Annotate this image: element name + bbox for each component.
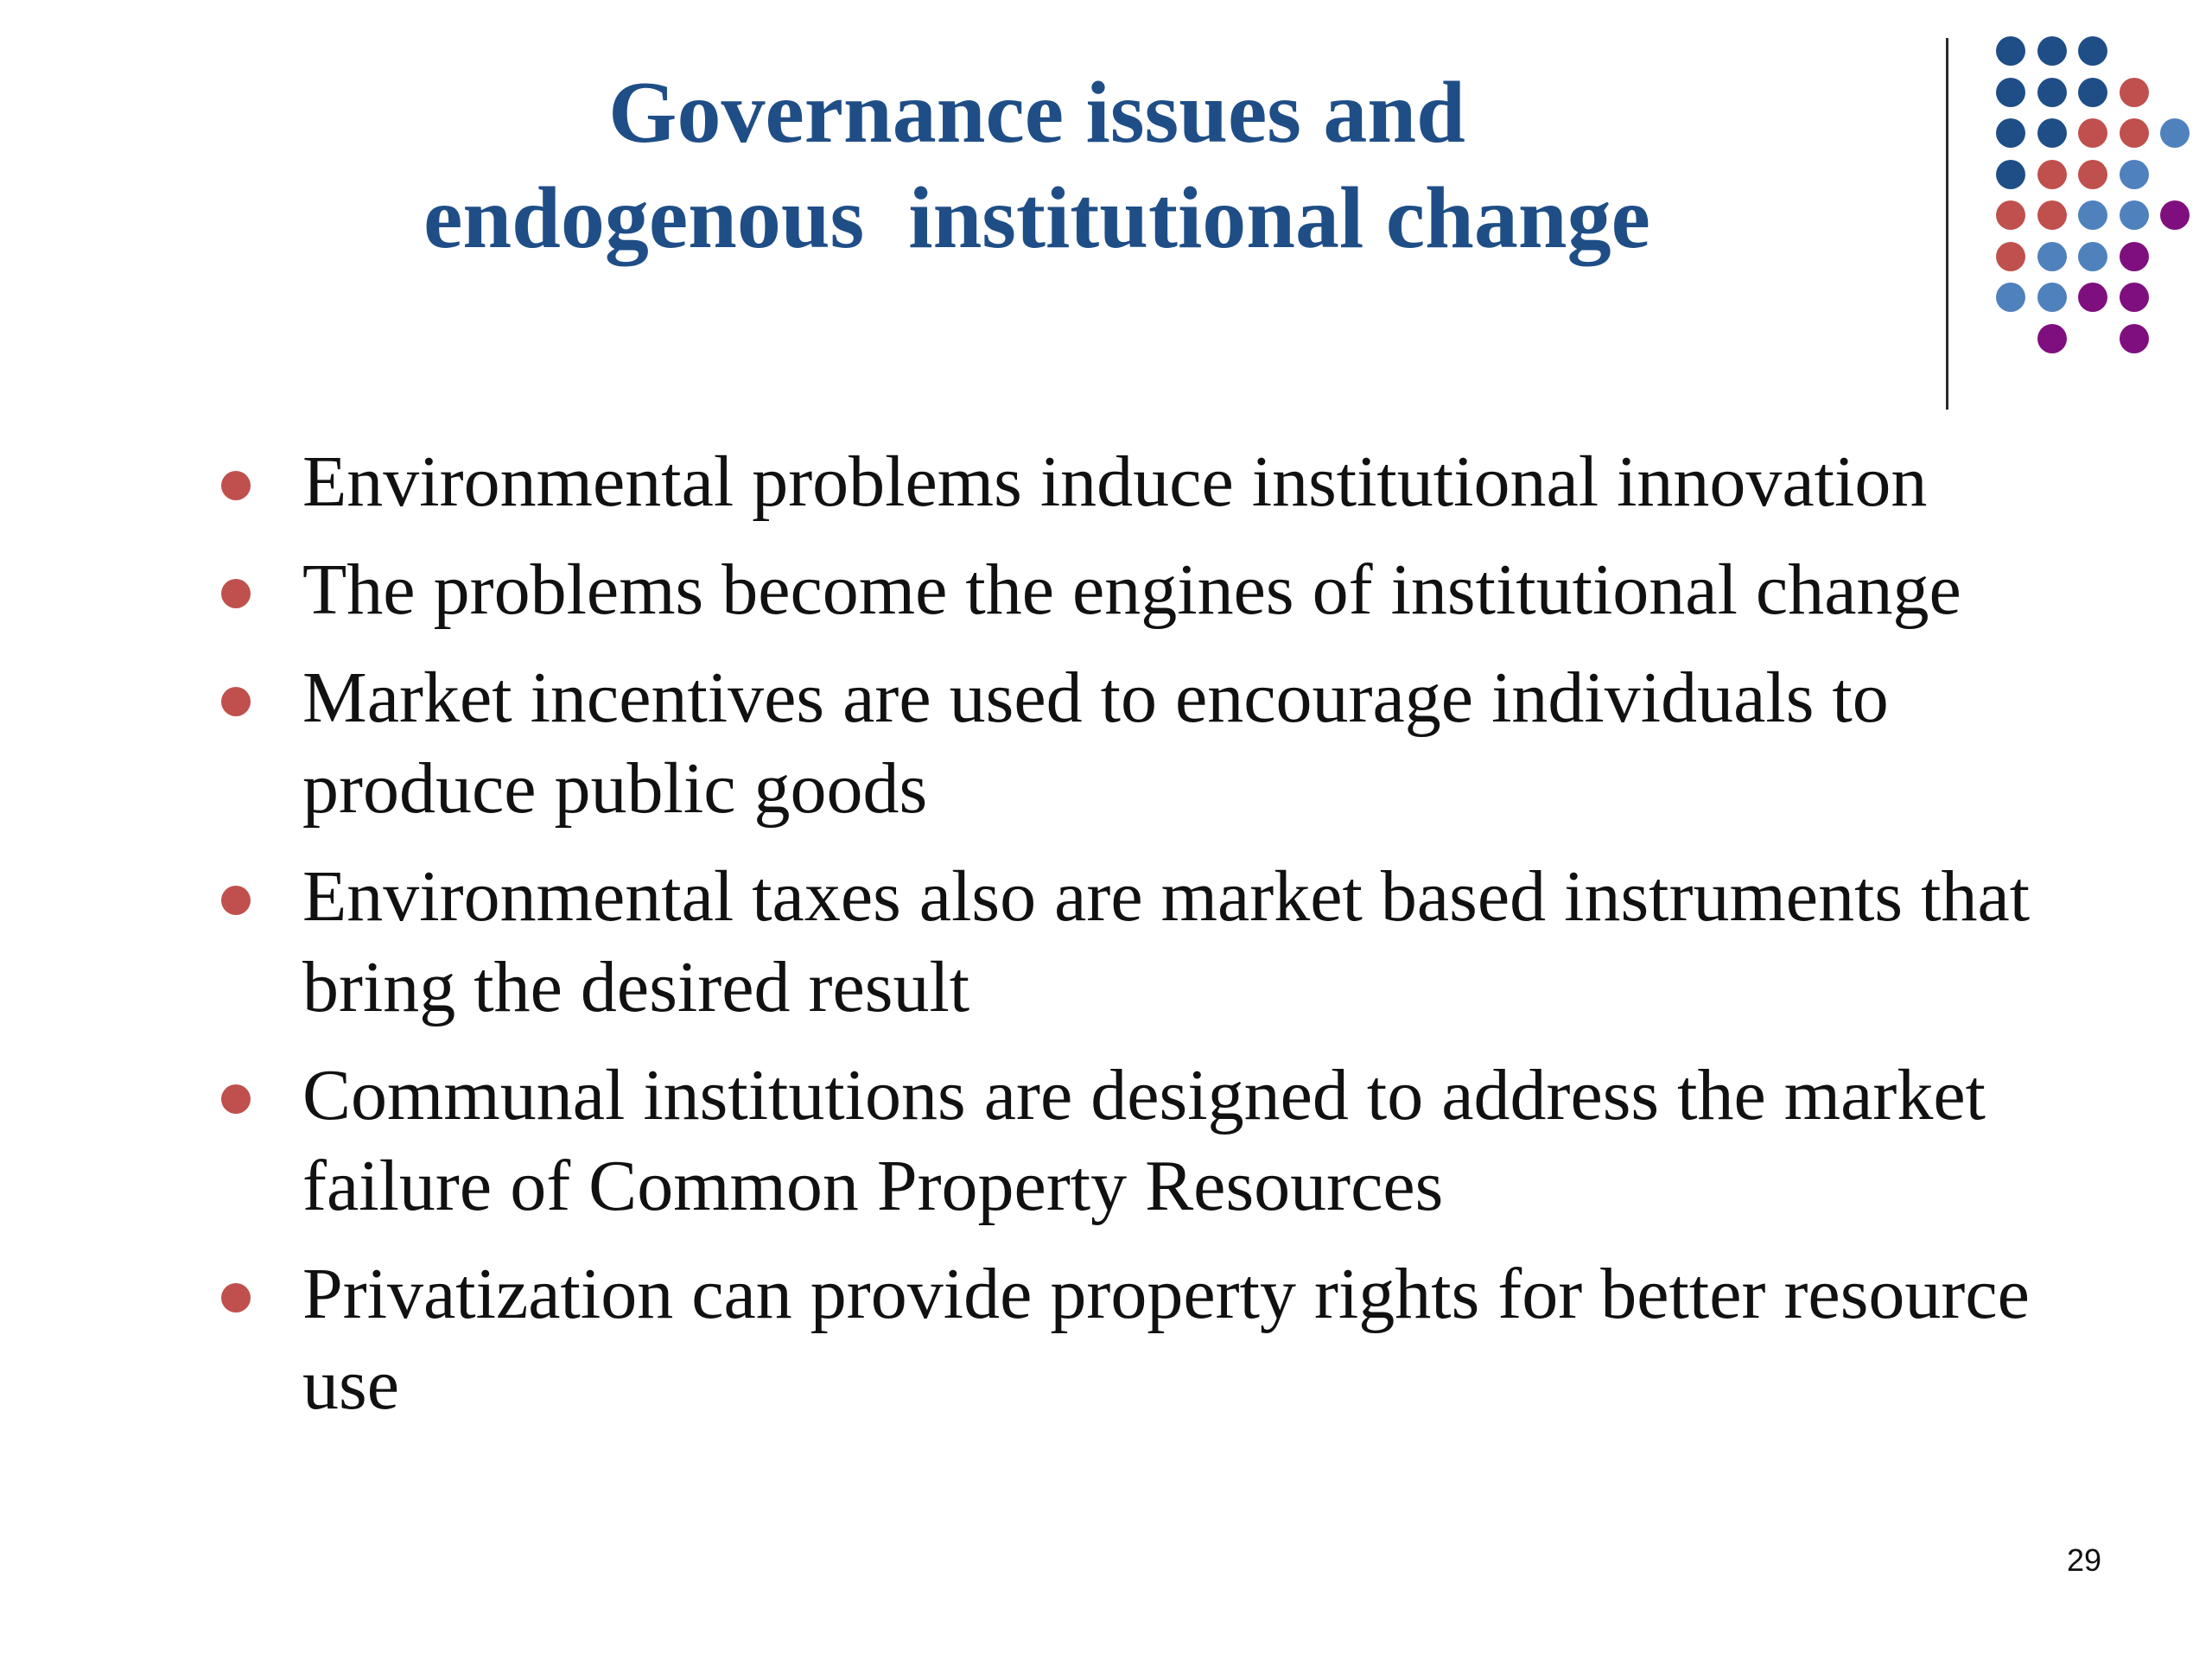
bullet-item xyxy=(216,1050,2117,1231)
decorative-dot-icon xyxy=(2120,118,2149,148)
decorative-dot-icon xyxy=(2037,36,2067,66)
slide-title-line-1: Governance issues and xyxy=(608,64,1465,162)
bullet-item xyxy=(216,652,2117,834)
bullet-item xyxy=(216,1249,2117,1430)
bullet-item xyxy=(216,544,2117,635)
decorative-dot-icon xyxy=(2160,118,2190,148)
decorative-dot-icon xyxy=(1996,36,2025,66)
decorative-dot-icon xyxy=(2037,200,2067,230)
decorative-dot-icon xyxy=(2037,242,2067,271)
decorative-dot-icon xyxy=(2078,78,2107,107)
decorative-dot-icon xyxy=(2120,283,2149,312)
decorative-dot-icon xyxy=(2120,160,2149,189)
decorative-dot-icon xyxy=(2078,36,2107,66)
decorative-dot-icon xyxy=(1996,118,2025,148)
bullet-list xyxy=(216,436,2117,1447)
vertical-divider xyxy=(1946,38,1948,410)
bullet-dot-icon xyxy=(221,1283,251,1313)
bullet-item xyxy=(216,851,2117,1033)
decorative-dot-icon xyxy=(1996,200,2025,230)
decorative-dot-icon xyxy=(2120,200,2149,230)
bullet-dot-icon xyxy=(221,471,251,500)
decorative-dot-icon xyxy=(1996,160,2025,189)
decorative-dot-icon xyxy=(2037,283,2067,312)
decorative-dot-icon xyxy=(2078,283,2107,312)
bullet-dot-icon xyxy=(221,1084,251,1114)
decorative-dot-icon xyxy=(2078,242,2107,271)
bullet-text: Environmental problems induce institutional innovation xyxy=(302,442,1928,522)
bullet-text: Environmental taxes also are market based instruments that bring the desired result xyxy=(302,856,2031,1027)
decorative-dot-icon xyxy=(2120,324,2149,353)
decorative-dot-icon xyxy=(2078,160,2107,189)
decorative-dot-icon xyxy=(1996,78,2025,107)
bullet-dot-icon xyxy=(221,579,251,608)
decorative-dot-icon xyxy=(2120,78,2149,107)
bullet-dot-icon xyxy=(221,886,251,915)
decorative-dot-icon xyxy=(2037,324,2067,353)
slide-title-line-2: endogenous institutional change xyxy=(423,169,1650,267)
slide-title xyxy=(259,60,1815,271)
decorative-dot-icon xyxy=(2160,200,2190,230)
decorative-dot-icon xyxy=(1996,283,2025,312)
bullet-text: Privatization can provide property rights for better resource use xyxy=(302,1254,2030,1425)
decorative-dot-icon xyxy=(2037,78,2067,107)
bullet-text: The problems become the engines of institutional change xyxy=(302,550,1961,630)
decorative-dot-icon xyxy=(2037,118,2067,148)
decorative-dot-icon xyxy=(2078,118,2107,148)
bullet-item xyxy=(216,436,2117,527)
page-number: 29 xyxy=(2067,1542,2102,1578)
bullet-text: Market incentives are used to encourage individuals to produce public goods xyxy=(302,658,1889,829)
decorative-dot-icon xyxy=(1996,242,2025,271)
bullet-text: Communal institutions are designed to address the market failure of Common Property Resources xyxy=(302,1055,1986,1226)
decorative-dot-icon xyxy=(2120,242,2149,271)
decorative-dot-icon xyxy=(2078,200,2107,230)
bullet-dot-icon xyxy=(221,687,251,716)
decorative-dot-icon xyxy=(2037,160,2067,189)
